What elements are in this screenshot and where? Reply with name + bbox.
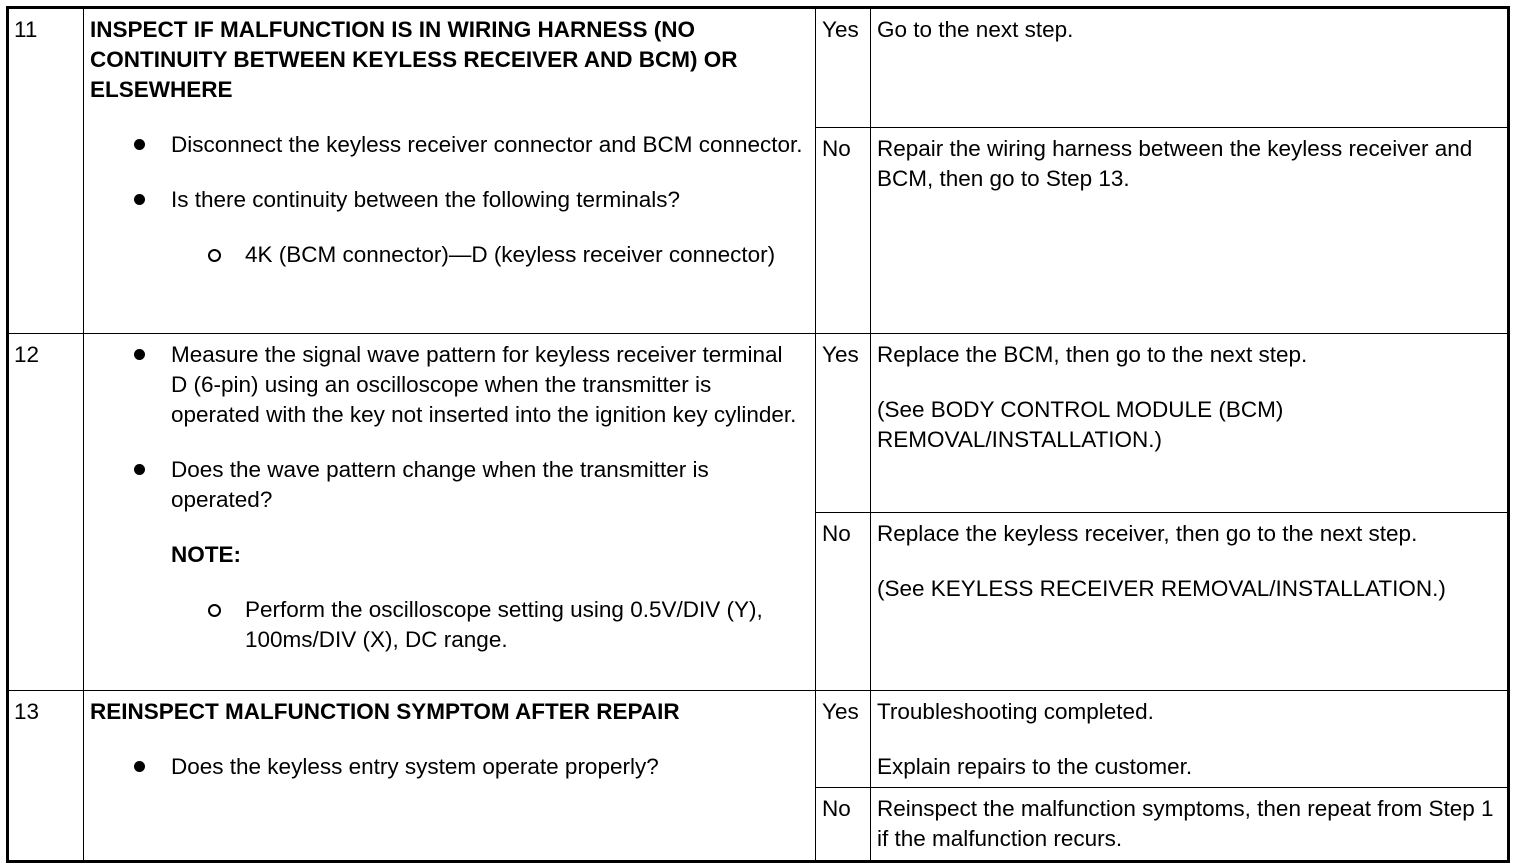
no-action-text: Replace the keyless receiver, then go to the next step.: [877, 521, 1418, 546]
bullet-text: Is there continuity between the following terminals?: [171, 187, 681, 212]
step-title: REINSPECT MALFUNCTION SYMPTOM AFTER REPAIR: [90, 699, 680, 724]
yes-action-reference: (See BODY CONTROL MODULE (BCM) REMOVAL/INSTALLATION.): [877, 397, 1284, 452]
inspection-cell: [84, 691, 816, 862]
step-11-yes-row: [8, 8, 1509, 128]
no-label: No: [816, 513, 871, 691]
bullet-icon: [134, 139, 145, 150]
no-action-text: Repair the wiring harness between the keyless receiver and BCM, then go to Step 13.: [877, 136, 1473, 191]
no-action-cell: [871, 128, 1509, 334]
no-label: No: [816, 128, 871, 334]
bullet-text: Disconnect the keyless receiver connector and BCM connector.: [171, 132, 803, 157]
yes-action-text: Replace the BCM, then go to the next step.: [877, 342, 1308, 367]
no-label: No: [816, 788, 871, 862]
inspection-cell: [84, 334, 816, 691]
step-number: 13: [8, 691, 84, 862]
inspection-cell: [84, 8, 816, 334]
step-13-yes-row: [8, 691, 1509, 788]
yes-label: Yes: [816, 8, 871, 128]
no-action-reference: (See KEYLESS RECEIVER REMOVAL/INSTALLATION.): [877, 576, 1446, 601]
sub-bullet-text: Perform the oscilloscope setting using 0.5V/DIV (Y), 100ms/DIV (X), DC range.: [245, 597, 763, 652]
bullet-item: [90, 130, 805, 160]
no-action-text: Reinspect the malfunction symptoms, then repeat from Step 1 if the malfunction recurs.: [877, 796, 1494, 851]
sub-bullet-text: 4K (BCM connector)—D (keyless receiver connector): [245, 242, 776, 267]
step-number: 12: [8, 334, 84, 691]
bullet-text: Does the keyless entry system operate properly?: [171, 754, 659, 779]
yes-action-cell: [871, 8, 1509, 128]
bullet-icon: [134, 464, 145, 475]
yes-label: Yes: [816, 334, 871, 513]
sub-bullet-item: [90, 595, 805, 655]
yes-label: Yes: [816, 691, 871, 788]
troubleshooting-table: [6, 6, 1510, 863]
yes-action-text: Troubleshooting completed.: [877, 699, 1154, 724]
bullet-item: [90, 752, 805, 782]
bullet-icon: [134, 349, 145, 360]
step-number: 11: [8, 8, 84, 334]
bullet-icon: [134, 761, 145, 772]
bullet-item: [90, 185, 805, 215]
bullet-text: Does the wave pattern change when the transmitter is operated?: [171, 457, 709, 512]
yes-action-text: Explain repairs to the customer.: [877, 754, 1193, 779]
no-action-cell: [871, 513, 1509, 691]
bullet-item: [90, 455, 805, 515]
bullet-text: Measure the signal wave pattern for keyless receiver terminal D (6-pin) using an oscilloscope when the transmitter is operated with the key not inserted into the ignition key cylinder.: [171, 342, 797, 427]
yes-action-text: Go to the next step.: [877, 17, 1074, 42]
hollow-bullet-icon: [208, 604, 221, 617]
hollow-bullet-icon: [208, 249, 221, 262]
bullet-icon: [134, 194, 145, 205]
sub-bullet-item: [90, 240, 805, 270]
yes-action-cell: [871, 691, 1509, 788]
step-12-yes-row: [8, 334, 1509, 513]
yes-action-cell: [871, 334, 1509, 513]
step-title: INSPECT IF MALFUNCTION IS IN WIRING HARNESS (NO CONTINUITY BETWEEN KEYLESS RECEIVER AND BCM) OR ELSEWHERE: [90, 17, 738, 102]
note-label: NOTE:: [171, 542, 241, 567]
bullet-item: [90, 340, 805, 430]
no-action-cell: [871, 788, 1509, 862]
